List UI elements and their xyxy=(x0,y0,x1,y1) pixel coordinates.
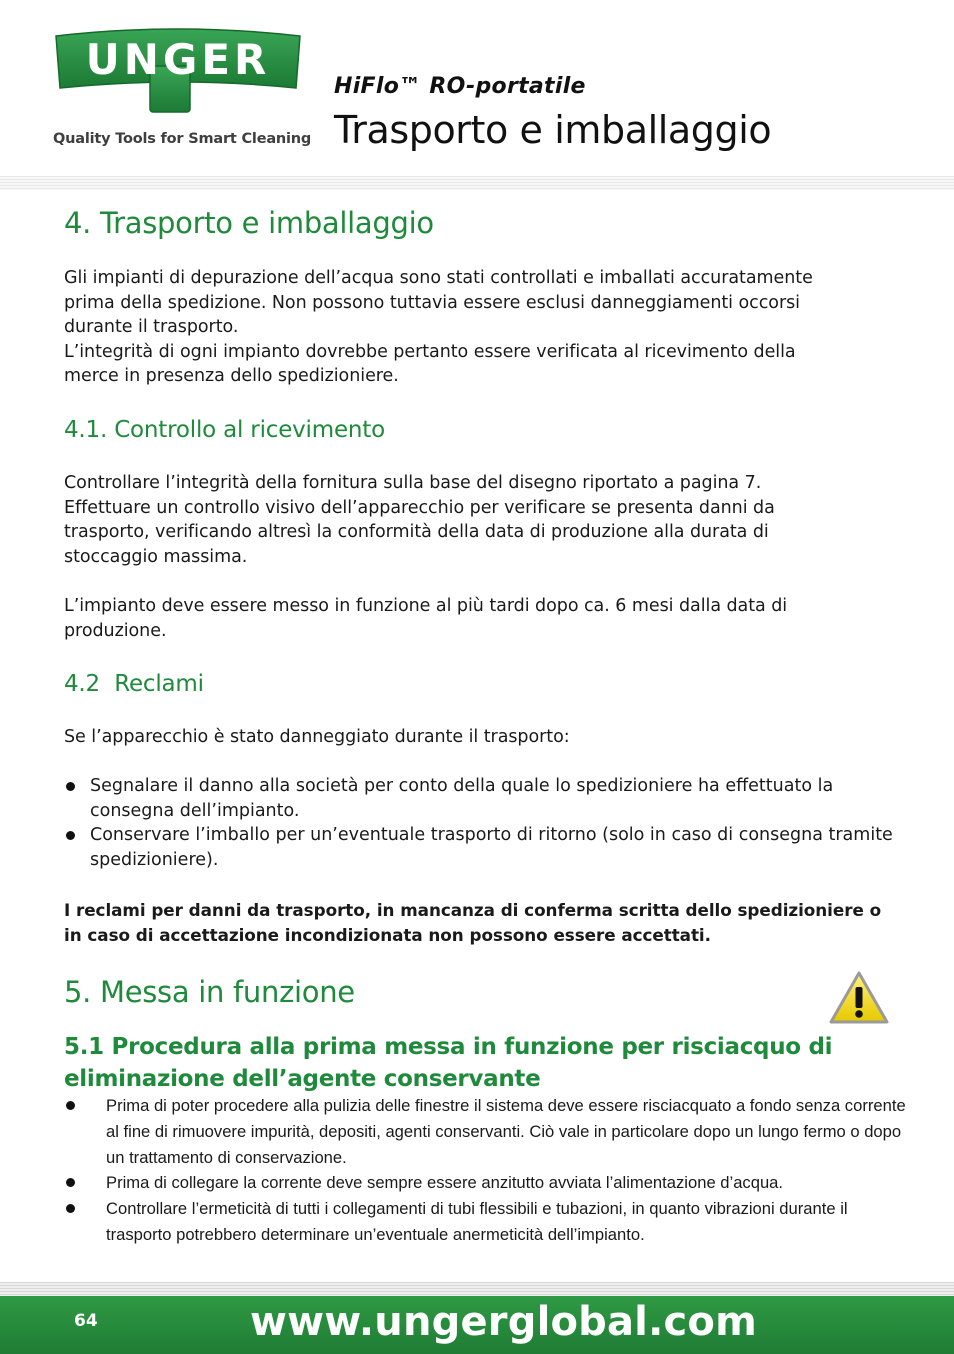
svg-text:UNGER: UNGER xyxy=(85,35,271,84)
footer-divider xyxy=(0,1282,954,1296)
section-heading-5-1: 5.1 Procedura alla prima messa in funzione per risciacquo di eliminazione dell’agente conservante xyxy=(64,1034,833,1092)
bullet-icon xyxy=(66,782,75,791)
bullet-icon xyxy=(66,1178,75,1187)
section-heading-4-1: 4.1. Controllo al ricevimento xyxy=(64,417,385,443)
logo-tagline: Quality Tools for Smart Cleaning xyxy=(53,131,312,147)
section-heading-5: 5. Messa in funzione xyxy=(64,975,355,1009)
list-item: Segnalare il danno alla società per conto della quale lo spedizioniere ha effettuato la consegna dell’impianto. xyxy=(64,774,910,823)
bullet-icon xyxy=(66,1204,75,1213)
section-heading-4-2: 4.2 Reclami xyxy=(64,671,204,697)
page-header xyxy=(0,0,954,182)
section-4-intro: Gli impianti di depurazione dell’acqua sono stati controllati e imballati accuratamente prima della spedizione. Non possono tuttavia essere esclusi danneggiamenti occorsi durante il trasporto. L’integrità di ogni impianto dovrebbe pertanto essere verificata al ricevimento della merce in presenza dello spedizioniere. xyxy=(64,268,813,387)
section-5-1-bullet-list xyxy=(64,1093,910,1248)
page-title: Trasporto e imballaggio xyxy=(334,108,772,152)
section-heading-4: 4. Trasporto e imballaggio xyxy=(64,206,434,240)
list-item: Prima di poter procedere alla pulizia delle finestre il sistema deve essere risciacquato a fondo senza corrente al fine di rimuovere impurità, depositi, agenti conservanti. Ciò vale in particolare dopo un lungo fermo o dopo un trattamento di conservazione. xyxy=(64,1093,910,1170)
header-divider xyxy=(0,176,954,190)
unger-logo xyxy=(52,26,304,118)
section-4-2-note: I reclami per danni da trasporto, in mancanza di conferma scritta dello spedizioniere o in caso di accettazione incondizionata non possono essere accettati. xyxy=(64,900,882,945)
website-link[interactable]: www.ungerglobal.com xyxy=(250,1299,757,1345)
list-item: Conservare l’imballo per un’eventuale trasporto di ritorno (solo in caso di consegna tramite spedizioniere). xyxy=(64,823,910,872)
section-4-1-paragraph-2: L’impianto deve essere messo in funzione al più tardi dopo ca. 6 mesi dalla data di produzione. xyxy=(64,596,788,641)
section-4-1-paragraph-1: Controllare l’integrità della fornitura sulla base del disegno riportato a pagina 7. Effettuare un controllo visivo dell’apparecchio per verificare se presenta danni da trasporto, verificando altresì la conformità della data di produzione alla durata di stoccaggio massima. xyxy=(64,473,775,567)
page-number: 64 xyxy=(74,1311,98,1331)
list-item: Controllare l’ermeticità di tutti i collegamenti di tubi flessibili e tubazioni, in quanto vibrazioni durante il trasporto potrebbero determinare un’eventuale anermeticità dell’impianto. xyxy=(64,1196,910,1248)
product-title: HiFlo™ RO-portatile xyxy=(334,74,586,99)
section-4-2-bullet-list xyxy=(64,774,910,872)
section-4-2-intro: Se l’apparecchio è stato danneggiato durante il trasporto: xyxy=(64,727,570,747)
warning-triangle-icon xyxy=(828,970,890,1026)
bullet-icon xyxy=(66,1101,75,1110)
list-item: Prima di collegare la corrente deve sempre essere anzitutto avviata l’alimentazione d’acqua. xyxy=(64,1170,910,1196)
bullet-icon xyxy=(66,831,75,840)
